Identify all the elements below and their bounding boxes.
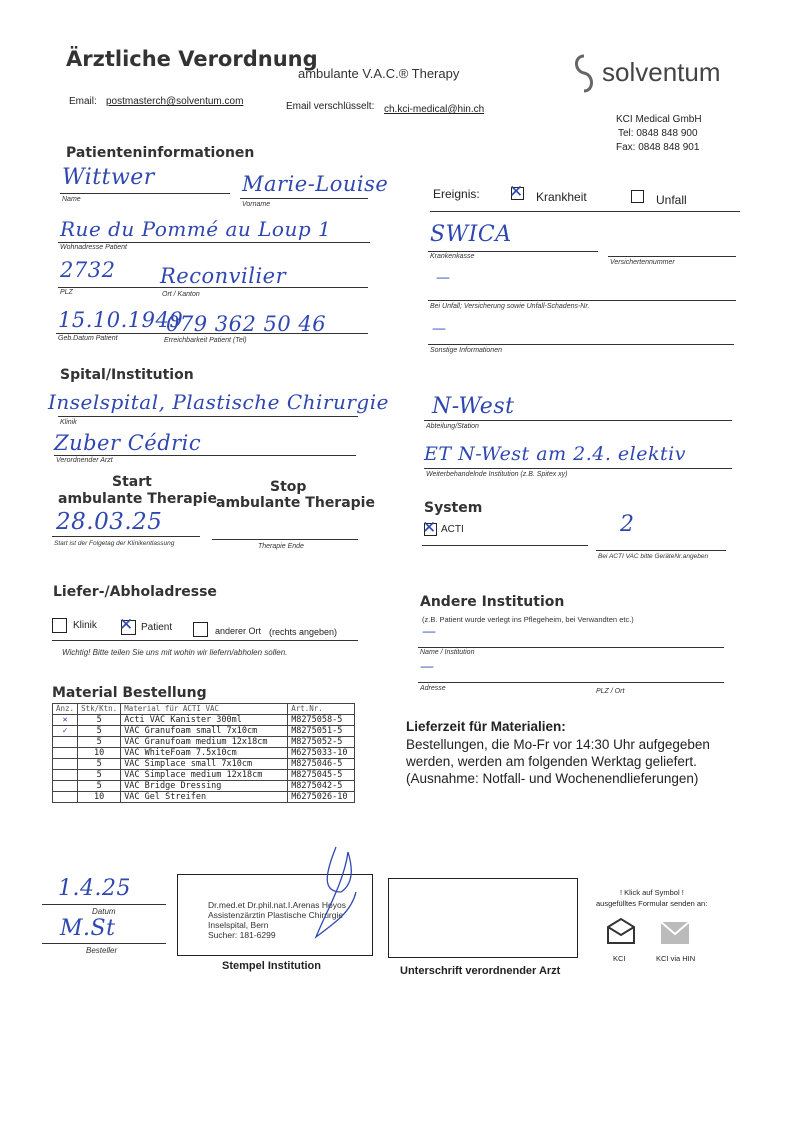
klinik-value[interactable]: Inselspital, Plastische Chirurgie [48,390,389,414]
signature-box [388,878,578,958]
datum-value[interactable]: 1.4.25 [58,876,131,901]
solventum-logo-icon [564,53,604,95]
patient-checkbox-label: Patient [141,622,173,633]
row-art: M8275051-5 [288,726,355,737]
weiter-line [424,468,732,469]
anderer-ort-label: anderer Ort [215,626,262,636]
geraete-nr-value[interactable]: 2 [620,512,635,537]
abteilung-line [424,420,732,421]
form-title: Ärztliche Verordnung [66,47,318,71]
abteilung-value[interactable]: N-West [432,394,515,419]
klinik-label: Klinik [60,419,77,426]
row-material: VAC WhiteFoam 7.5x10cm [121,748,288,759]
unfall-label: Unfall [656,193,687,207]
liefer-heading: Liefer-/Abholadresse [53,584,217,600]
row-anz[interactable] [53,748,78,759]
row-material: Acti VAC Kanister 300ml [121,715,288,726]
row-anz[interactable] [53,781,78,792]
row-art: M8275052-5 [288,737,355,748]
table-row [53,715,355,726]
row-art: M6275033-10 [288,748,355,759]
besteller-line [42,943,166,944]
unterschrift-label: Unterschrift verordnender Arzt [400,965,561,977]
row-anz[interactable] [53,770,78,781]
material-heading: Material Bestellung [52,685,207,701]
unfall-nr-line [428,300,736,301]
stop-heading-2: ambulante Therapie [216,495,375,511]
col-anz: Anz. [53,704,78,715]
patient-tel[interactable]: 079 362 50 46 [166,312,327,336]
krankenkasse-value[interactable]: SWICA [430,222,512,247]
unfall-checkbox[interactable] [631,190,644,203]
table-row [53,737,355,748]
patient-plz-label: PLZ [60,289,73,296]
stamp-line-4: Sucher: 181-6299 [208,930,276,940]
arzt-value[interactable]: Zuber Cédric [54,431,202,455]
versichertennummer-label: Versichertennummer [610,259,675,266]
table-row [53,748,355,759]
acti-checkbox[interactable] [422,518,437,538]
lieferzeit-line-1: Bestellungen, die Mo-Fr vor 14:30 Uhr aufgegeben [406,737,710,752]
klick-note-1: ! Klick auf Symbol ! [620,888,684,897]
geraete-nr-line [596,550,726,551]
email-label: Email: [69,96,97,107]
arzt-line [54,455,356,456]
row-stk: 10 [78,748,121,759]
col-art: Art.Nr. [288,704,355,715]
row-art: M8275058-5 [288,715,355,726]
stamp-line-1: Dr.med.et Dr.phil.nat.I.Arenas Hoyos [208,900,346,910]
row-anz[interactable] [53,737,78,748]
stop-date-note: Therapie Ende [258,543,304,550]
unfall-nr-label: Bei Unfall; Versicherung sowie Unfall-Schadens-Nr. [430,303,590,310]
patient-checkbox[interactable] [119,615,136,635]
lieferzeit-line-2: werden, werden am folgenden Werktag geliefert. [406,754,697,769]
krankenkasse-line [428,251,598,252]
row-stk: 5 [78,781,121,792]
patient-check-mark: ✕ [119,615,134,635]
row-art: M6275026-10 [288,792,355,803]
signature-scribble [296,842,366,952]
acti-label: ACTI [441,524,464,535]
material-table-header [53,704,355,715]
company-fax: Fax: 0848 848 901 [616,142,700,153]
andere-adresse-line [418,682,724,683]
patient-dob-label: Geb.Datum Patient [58,335,118,342]
row-art: M8275042-5 [288,781,355,792]
row-anz[interactable] [53,759,78,770]
row-stk: 5 [78,770,121,781]
row-art: M8275046-5 [288,759,355,770]
patient-heading: Patienteninformationen [66,145,255,161]
row-material: VAC Gel Streifen [121,792,288,803]
lieferzeit-heading: Lieferzeit für Materialien: [406,719,566,734]
kci-hin-mail-icon[interactable] [660,919,690,947]
email-link[interactable]: postmasterch@solventum.com [106,96,244,107]
table-row [53,781,355,792]
krankheit-label: Krankheit [536,190,587,204]
versichertennummer-line [608,256,736,257]
patient-address-line [58,242,370,243]
start-date-line [52,536,200,537]
patient-name-line [60,193,230,194]
material-table [52,703,355,803]
row-stk: 5 [78,737,121,748]
row-stk: 5 [78,759,121,770]
besteller-value[interactable]: M.St [60,916,116,941]
andere-plz-label: PLZ / Ort [596,688,625,695]
datum-line [42,904,166,905]
start-date-note: Start ist der Folgetag der Klinikentlassung [54,540,175,547]
row-material: VAC Simplace medium 12x18cm [121,770,288,781]
patient-vorname-line [240,198,368,199]
sonstige-label: Sonstige Informationen [430,347,502,354]
weiter-label: Weiterbehandelnde Institution (z.B. Spitex xy) [426,471,568,478]
kci-label: KCI [613,954,626,963]
table-row [53,759,355,770]
patient-tel-label: Erreichbarkeit Patient (Tel) [164,337,247,344]
acti-line [422,545,588,546]
row-material: VAC Simplace small 7x10cm [121,759,288,770]
patient-dob-tel-line [56,333,368,334]
patient-dob[interactable]: 15.10.1949 [58,308,184,332]
start-heading-1: Start [112,474,152,490]
abteilung-label: Abteilung/Station [426,423,479,430]
acti-check-mark: ✕ [422,518,437,538]
krankenkasse-label: Krankenkasse [430,253,475,260]
unfall-nr-value[interactable]: — [436,270,451,286]
ereignis-label: Ereignis: [433,187,480,201]
row-stk: 10 [78,792,121,803]
patient-address-label: Wohnadresse Patient [60,244,127,251]
company-name: KCI Medical GmbH [616,114,702,125]
datum-label: Datum [92,907,116,916]
stop-heading-1: Stop [270,479,307,495]
col-material: Material für ACTI VAC [121,704,288,715]
table-row [53,726,355,737]
table-row [53,770,355,781]
andere-heading: Andere Institution [420,594,565,610]
row-anz[interactable]: ✕ [53,715,78,726]
krankheit-check-mark: ✕ [509,182,524,202]
company-tel: Tel: 0848 848 900 [618,128,698,139]
andere-name-value[interactable]: — [422,624,437,640]
kci-mail-icon[interactable] [606,917,636,945]
start-date-value[interactable]: 28.03.25 [56,509,163,535]
sonstige-value[interactable]: — [432,321,447,337]
table-row [53,792,355,803]
email-encrypted-link[interactable]: ch.kci-medical@hin.ch [384,104,485,115]
form-subtitle: ambulante V.A.C.® Therapy [298,66,460,81]
patient-plz[interactable]: 2732 [60,258,116,282]
andere-note: (z.B. Patient wurde verlegt ins Pflegeheim, bei Verwandten etc.) [422,615,634,624]
row-art: M8275045-5 [288,770,355,781]
andere-name-line [418,647,724,648]
klinik-line [58,416,358,417]
anderer-ort-checkbox[interactable] [193,622,208,637]
liefer-hint: Wichtig! Bitte teilen Sie uns mit wohin wir liefern/abholen sollen. [62,648,288,657]
anderer-ort-note: (rechts angeben) [269,627,338,637]
stamp-line-3: Inselspital, Bern [208,920,269,930]
solventum-logo [564,53,734,95]
row-material: VAC Granufoam medium 12x18cm [121,737,288,748]
andere-adresse-value[interactable]: — [420,659,435,675]
spital-heading: Spital/Institution [60,367,194,383]
geraete-nr-label: Bei ACTI VAC bitte GeräteNr.angeben [598,553,709,560]
weiter-value[interactable]: ET N-West am 2.4. elektiv [424,443,686,465]
row-stk: 5 [78,726,121,737]
system-heading: System [424,500,483,516]
stop-date-line [212,539,358,540]
patient-name[interactable]: Wittwer [62,165,155,190]
patient-name-label: Name [62,196,81,203]
klinik-checkbox[interactable] [52,618,67,633]
patient-ort-label: Ort / Kanton [162,291,200,298]
patient-plz-ort-line [58,287,368,288]
andere-adresse-label: Adresse [420,685,446,692]
andere-name-label: Name / Institution [420,649,475,656]
liefer-line [52,640,358,641]
sonstige-line [428,344,734,345]
row-anz[interactable]: ✓ [53,726,78,737]
row-stk: 5 [78,715,121,726]
patient-vorname[interactable]: Marie-Louise [242,172,389,196]
row-anz[interactable] [53,792,78,803]
row-material: VAC Bridge Dressing [121,781,288,792]
row-material: VAC Granufoam small 7x10cm [121,726,288,737]
start-heading-2: ambulante Therapie [58,491,217,507]
patient-address[interactable]: Rue du Pommé au Loup 1 [60,217,332,241]
ereignis-line [430,211,740,212]
email-encrypted-label: Email verschlüsselt: [286,101,375,112]
besteller-label: Besteller [86,946,118,955]
stempel-label: Stempel Institution [222,960,321,972]
col-stk: Stk/Ktn. [78,704,121,715]
kci-hin-label: KCI via HIN [656,954,696,963]
patient-ort[interactable]: Reconvilier [160,264,287,288]
krankheit-checkbox[interactable] [509,182,524,202]
brand-name: solventum [602,57,721,87]
klinik-checkbox-label: Klinik [73,620,97,631]
klick-note-2: ausgefülltes Formular senden an: [596,899,708,908]
stamp-line-2: Assistenzärztin Plastische Chirurgie [208,910,344,920]
patient-vorname-label: Vorname [242,201,271,208]
lieferzeit-line-3: (Ausnahme: Notfall- und Wochenendlieferungen) [406,771,699,786]
arzt-label: Verordnender Arzt [56,457,113,464]
